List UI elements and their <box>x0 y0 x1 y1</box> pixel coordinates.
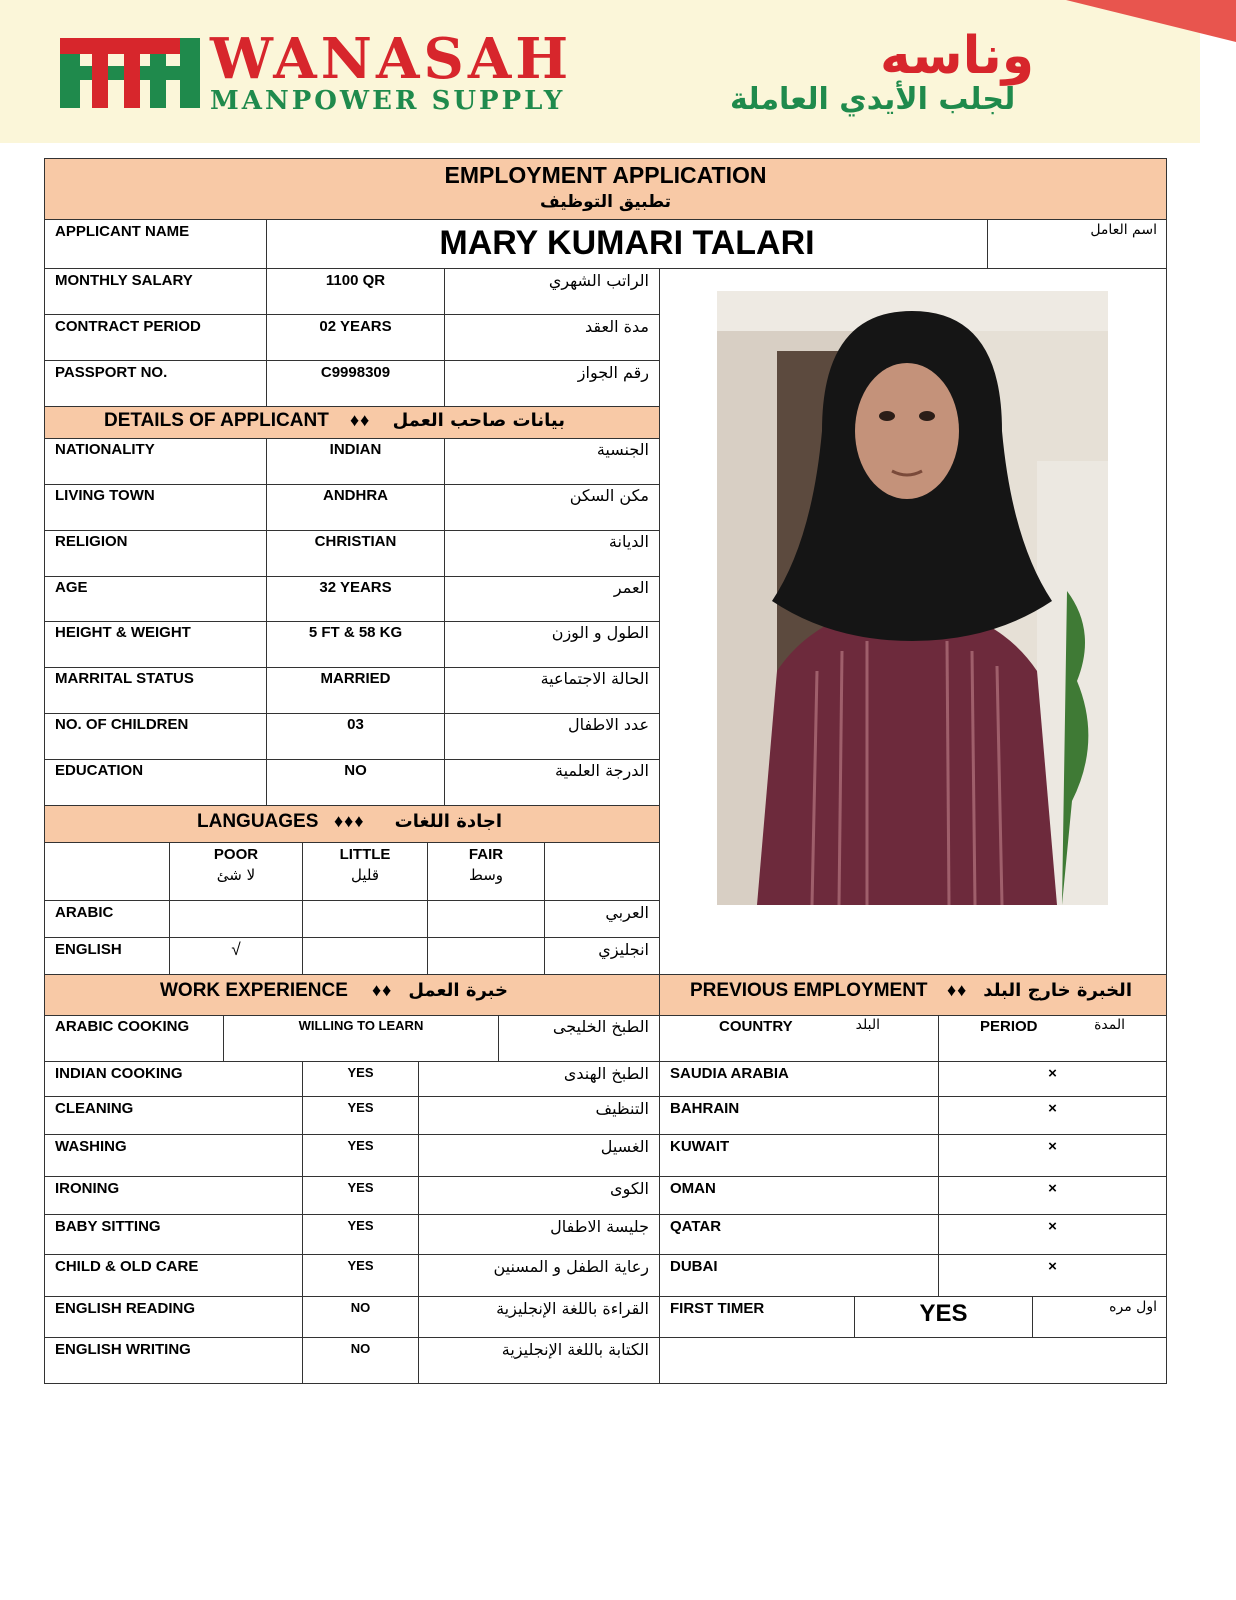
previous-country: QATAR <box>670 1218 722 1235</box>
contract-label: CONTRACT PERIOD <box>55 318 201 335</box>
detail-label-arabic: مكن السكن <box>569 486 649 505</box>
language-name-arabic: العربي <box>605 903 649 922</box>
previous-period: × <box>1048 1138 1057 1155</box>
language-level-label-arabic: قليل <box>350 866 380 884</box>
details-header-arabic: بيانات صاحب العمل <box>392 410 565 431</box>
brand-name: WANASAH <box>210 26 573 92</box>
previous-country: SAUDIA ARABIA <box>670 1065 789 1082</box>
work-label: WASHING <box>55 1138 127 1155</box>
previous-country: KUWAIT <box>670 1138 730 1155</box>
detail-label-arabic: الطول و الوزن <box>551 623 649 642</box>
detail-label-arabic: عدد الاطفال <box>567 715 649 734</box>
contract-label: MONTHLY SALARY <box>55 272 193 289</box>
contract-label-arabic: الراتب الشهري <box>548 271 649 290</box>
applicant-name-label-arabic: اسم العامل <box>1090 222 1157 238</box>
contract-value: 1100 QR <box>325 272 386 289</box>
previous-period: × <box>1048 1218 1057 1235</box>
detail-value: NO <box>344 762 367 779</box>
work-value: NO <box>350 1300 371 1315</box>
contract-value: 02 YEARS <box>319 318 392 335</box>
work-header-diamonds: ♦♦ <box>372 980 393 1000</box>
work-value: YES <box>347 1258 374 1273</box>
detail-value: INDIAN <box>329 441 382 458</box>
first-timer-label: FIRST TIMER <box>670 1300 765 1317</box>
brand-tagline-arabic: لجلب الأيدي العاملة <box>730 82 1016 117</box>
applicant-name: MARY KUMARI TALARI <box>439 224 815 262</box>
language-table-cell <box>44 842 170 901</box>
detail-label-arabic: الدرجة العلمية <box>555 761 649 780</box>
detail-label: RELIGION <box>55 533 128 550</box>
previous-country-header-arabic: البلد <box>855 1017 880 1033</box>
work-label-arabic: التنظيف <box>595 1099 649 1118</box>
contract-label: PASSPORT NO. <box>55 364 168 381</box>
language-level-label-arabic: لا شئ <box>216 866 256 884</box>
work-label: CLEANING <box>55 1100 134 1117</box>
work-value: YES <box>347 1218 374 1233</box>
work-label-arabic: القراءة باللغة الإنجليزية <box>496 1299 649 1318</box>
details-header-diamonds: ♦♦ <box>350 410 371 430</box>
language-level-label: POOR <box>213 846 259 863</box>
detail-label-arabic: العمر <box>613 578 649 597</box>
work-label: ARABIC COOKING <box>55 1018 190 1035</box>
language-table-cell <box>169 900 303 938</box>
languages-header-arabic: اجادة اللغات <box>394 811 502 832</box>
detail-value: MARRIED <box>320 670 391 687</box>
language-table-cell <box>427 900 545 938</box>
work-header-arabic: خبرة العمل <box>408 980 508 1001</box>
language-table-cell <box>302 937 428 975</box>
previous-country: OMAN <box>670 1180 716 1197</box>
language-level-mark: √ <box>231 940 241 959</box>
detail-value: 5 FT & 58 KG <box>308 624 403 641</box>
detail-label: NATIONALITY <box>55 441 155 458</box>
work-label: INDIAN COOKING <box>55 1065 183 1082</box>
languages-header-title: LANGUAGES <box>197 811 319 832</box>
previous-header-title: PREVIOUS EMPLOYMENT <box>690 980 928 1001</box>
language-table-cell <box>427 937 545 975</box>
work-value: YES <box>347 1180 374 1195</box>
work-header-title: WORK EXPERIENCE <box>160 980 348 1001</box>
detail-label: EDUCATION <box>55 762 144 779</box>
detail-label: HEIGHT & WEIGHT <box>55 624 191 641</box>
contract-label-arabic: رقم الجواز <box>577 363 649 382</box>
work-label: ENGLISH WRITING <box>55 1341 191 1358</box>
previous-country: BAHRAIN <box>670 1100 740 1117</box>
work-value: YES <box>347 1138 374 1153</box>
applicant-photo-illustration <box>717 291 1108 905</box>
previous-period: × <box>1048 1258 1057 1275</box>
applicant-name-label: APPLICANT NAME <box>55 223 190 240</box>
detail-label: AGE <box>55 579 88 596</box>
detail-label-arabic: الديانة <box>608 532 649 551</box>
first-timer-label-arabic: اول مره <box>1109 1299 1157 1315</box>
language-name: ENGLISH <box>55 941 122 958</box>
previous-country-header-cell <box>659 1015 939 1062</box>
work-value: NO <box>350 1341 371 1356</box>
work-label-arabic: الغسيل <box>600 1137 649 1156</box>
work-value: YES <box>347 1065 374 1080</box>
work-label-arabic: الكوى <box>610 1179 649 1198</box>
previous-header-arabic: الخبرة خارج البلد <box>983 980 1132 1001</box>
work-label-arabic: الكتابة باللغة الإنجليزية <box>501 1340 649 1359</box>
languages-header-diamonds: ♦♦♦ <box>334 811 365 831</box>
form-title-arabic: تطبيق التوظيف <box>539 192 672 212</box>
first-timer-value: YES <box>919 1300 968 1327</box>
work-value: WILLING TO LEARN <box>298 1018 424 1033</box>
language-level-label-arabic: وسط <box>468 866 504 884</box>
language-table-cell <box>544 842 660 901</box>
detail-label: LIVING TOWN <box>55 487 155 504</box>
brand-name-arabic: وناسه <box>880 26 1035 86</box>
work-label: CHILD & OLD CARE <box>55 1258 199 1275</box>
language-name-arabic: انجليزي <box>598 940 649 959</box>
work-label: BABY SITTING <box>55 1218 161 1235</box>
applicant-photo <box>717 291 1108 905</box>
work-value: YES <box>347 1100 374 1115</box>
language-table-cell <box>302 900 428 938</box>
detail-label: MARRITAL STATUS <box>55 670 194 687</box>
detail-label-arabic: الجنسية <box>596 440 649 459</box>
previous-header-diamonds: ♦♦ <box>947 980 968 1000</box>
work-label-arabic: جليسة الاطفال <box>550 1217 649 1236</box>
language-name: ARABIC <box>55 904 114 921</box>
detail-label: NO. OF CHILDREN <box>55 716 189 733</box>
previous-period-header-cell <box>938 1015 1167 1062</box>
language-level-label: LITTLE <box>339 846 391 863</box>
detail-label-arabic: الحالة الاجتماعية <box>540 669 649 688</box>
work-label: IRONING <box>55 1180 120 1197</box>
language-level-label: FAIR <box>468 846 504 863</box>
detail-value: 32 YEARS <box>319 579 392 596</box>
previous-period-header-arabic: المدة <box>1094 1017 1125 1033</box>
previous-period-header: PERIOD <box>980 1018 1038 1035</box>
detail-value: CHRISTIAN <box>314 533 397 550</box>
previous-empty-cell <box>659 1337 1167 1384</box>
previous-period: × <box>1048 1100 1057 1117</box>
previous-period: × <box>1048 1180 1057 1197</box>
work-header <box>44 974 660 1016</box>
work-label-arabic: رعاية الطفل و المسنين <box>493 1257 649 1276</box>
work-label-arabic: الطبخ الهندى <box>563 1064 649 1083</box>
previous-country: DUBAI <box>670 1258 718 1275</box>
previous-country-header: COUNTRY <box>719 1018 793 1035</box>
details-header-title: DETAILS OF APPLICANT <box>104 410 329 431</box>
form-title: EMPLOYMENT APPLICATION <box>444 162 767 188</box>
logo-banner <box>0 0 1200 143</box>
previous-period: × <box>1048 1065 1057 1082</box>
work-label-arabic: الطبخ الخليجى <box>552 1017 649 1036</box>
detail-value: ANDHRA <box>323 487 388 504</box>
work-label: ENGLISH READING <box>55 1300 196 1317</box>
brand-tagline: MANPOWER SUPPLY <box>210 86 566 116</box>
contract-label-arabic: مدة العقد <box>585 317 649 336</box>
detail-value: 03 <box>347 716 364 733</box>
contract-value: C9998309 <box>320 364 391 381</box>
